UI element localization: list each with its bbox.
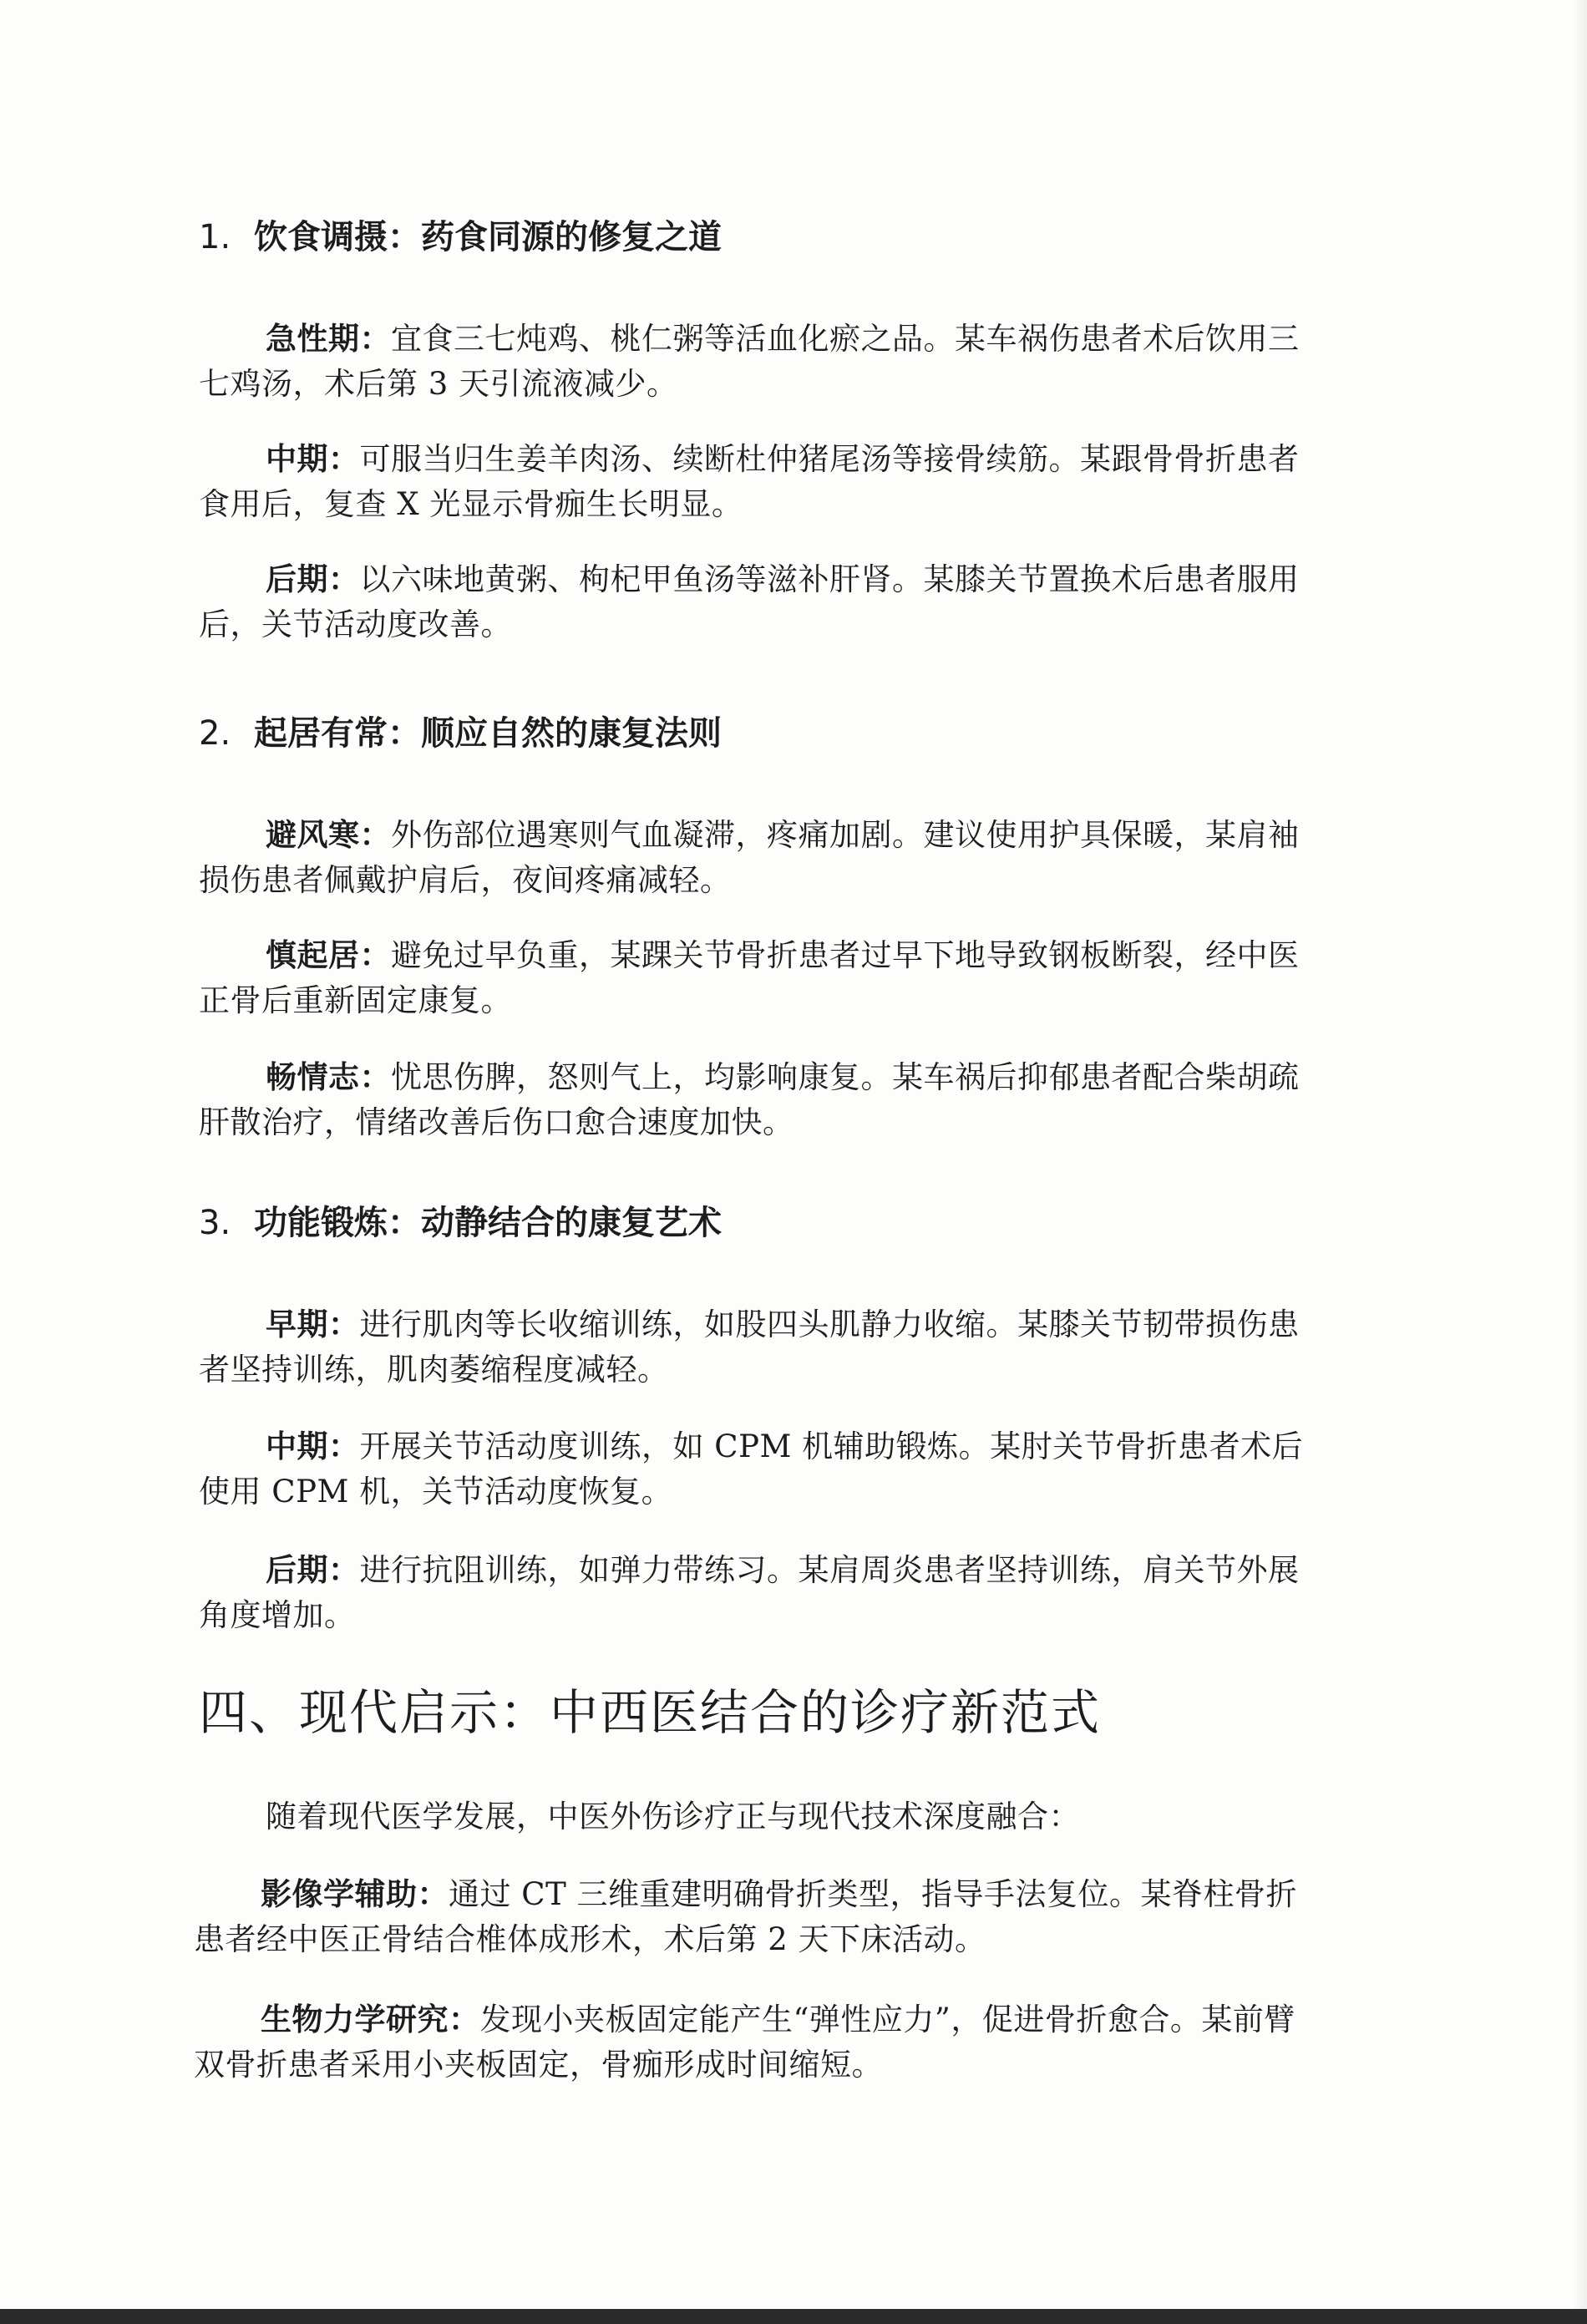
section-title: 功能锻炼：动静结合的康复艺术 — [254, 1204, 722, 1242]
section-1-heading — [199, 216, 1310, 259]
paragraph — [199, 316, 1310, 407]
paragraph — [199, 436, 1310, 527]
paragraph-text: 宜食三七炖鸡、桃仁粥等活血化瘀之品。某车祸伤患者术后饮用三七鸡汤，术后第 3 天引流液减少。 — [199, 321, 1300, 402]
paragraph-lead: 急性期 — [266, 320, 360, 357]
lead-colon: ： — [359, 1058, 391, 1095]
lead-colon: ： — [417, 1875, 449, 1912]
paragraph-text: 发现小夹板固定能产生“弹性应力”，促进骨折愈合。某前臂双骨折患者采用小夹板固定，骨痂形成时间缩短。 — [194, 2002, 1295, 2083]
paragraph-lead: 后期 — [266, 561, 328, 597]
section-number: 1. — [199, 218, 231, 256]
paragraph-lead: 后期 — [266, 1551, 328, 1588]
paragraph — [199, 932, 1310, 1023]
paragraph — [199, 1054, 1310, 1145]
section-number: 3. — [199, 1204, 231, 1242]
paragraph-text: 避免过早负重，某踝关节骨折患者过早下地导致钢板断裂，经中医正骨后重新固定康复。 — [199, 937, 1300, 1018]
lead-colon: ： — [328, 440, 360, 477]
paragraph — [199, 1547, 1310, 1638]
paragraph-text: 以六味地黄粥、枸杞甲鱼汤等滋补肝肾。某膝关节置换术后患者服用后，关节活动度改善。 — [199, 561, 1300, 642]
paragraph — [199, 1302, 1310, 1393]
section-number: 2. — [199, 714, 231, 753]
paragraph-text: 通过 CT 三维重建明确骨折类型，指导手法复位。某脊柱骨折患者经中医正骨结合椎体成形术，术后第 2 天下床活动。 — [194, 1876, 1298, 1957]
lead-colon: ： — [359, 816, 391, 853]
paragraph — [199, 556, 1310, 647]
chapter-heading: 四、现代启示：中西医结合的诊疗新范式 — [199, 1684, 1102, 1741]
paragraph-lead: 避风寒 — [266, 816, 360, 853]
section-title: 饮食调摄：药食同源的修复之道 — [254, 218, 722, 256]
paragraph-text: 可服当归生姜羊肉汤、续断杜仲猪尾汤等接骨续筋。某跟骨骨折患者食用后，复查 X 光显示骨痂生长明显。 — [199, 441, 1300, 522]
paragraph-text: 进行肌肉等长收缩训练，如股四头肌静力收缩。某膝关节韧带损伤患者坚持训练，肌肉萎缩程度减轻。 — [199, 1307, 1300, 1388]
paragraph-text: 进行抗阻训练，如弹力带练习。某肩周炎患者坚持训练，肩关节外展角度增加。 — [199, 1552, 1300, 1633]
paragraph — [194, 1871, 1305, 1962]
paragraph — [199, 1423, 1310, 1515]
paragraph-text: 外伤部位遇寒则气血凝滞，疼痛加剧。建议使用护具保暖，某肩袖损伤患者佩戴护肩后，夜间疼痛减轻。 — [199, 817, 1300, 898]
section-3-heading — [199, 1201, 1310, 1245]
section-title: 起居有常：顺应自然的康复法则 — [254, 714, 722, 753]
paragraph — [199, 812, 1310, 903]
section-2-heading — [199, 712, 1310, 755]
paragraph-lead: 慎起居 — [266, 936, 360, 973]
paragraph-text: 开展关节活动度训练，如 CPM 机辅助锻炼。某肘关节骨折患者术后使用 CPM 机，关节活动度恢复。 — [199, 1428, 1304, 1510]
lead-colon: ： — [328, 1306, 360, 1342]
paragraph-lead: 影像学辅助 — [261, 1875, 418, 1912]
paragraph-lead: 中期 — [266, 440, 328, 477]
lead-colon: ： — [359, 936, 391, 973]
scan-bottom-edge — [0, 2309, 1587, 2324]
paragraph-lead: 生物力学研究 — [261, 2001, 449, 2037]
scan-edge-shadow — [1572, 0, 1587, 2324]
paragraph-lead: 畅情志 — [266, 1058, 360, 1095]
lead-colon: ： — [328, 1428, 360, 1464]
lead-colon: ： — [328, 561, 360, 597]
lead-colon: ： — [328, 1551, 360, 1588]
paragraph — [194, 1997, 1305, 2088]
lead-colon: ： — [359, 320, 391, 357]
chapter-intro: 随着现代医学发展，中医外伤诊疗正与现代技术深度融合： — [266, 1799, 1080, 1834]
lead-colon: ： — [449, 2001, 480, 2037]
paragraph-lead: 早期 — [266, 1306, 328, 1342]
paragraph-lead: 中期 — [266, 1428, 328, 1464]
paragraph-text: 忧思伤脾，怒则气上，均影响康复。某车祸后抑郁患者配合柴胡疏肝散治疗，情绪改善后伤口愈合速度加快。 — [199, 1059, 1300, 1140]
